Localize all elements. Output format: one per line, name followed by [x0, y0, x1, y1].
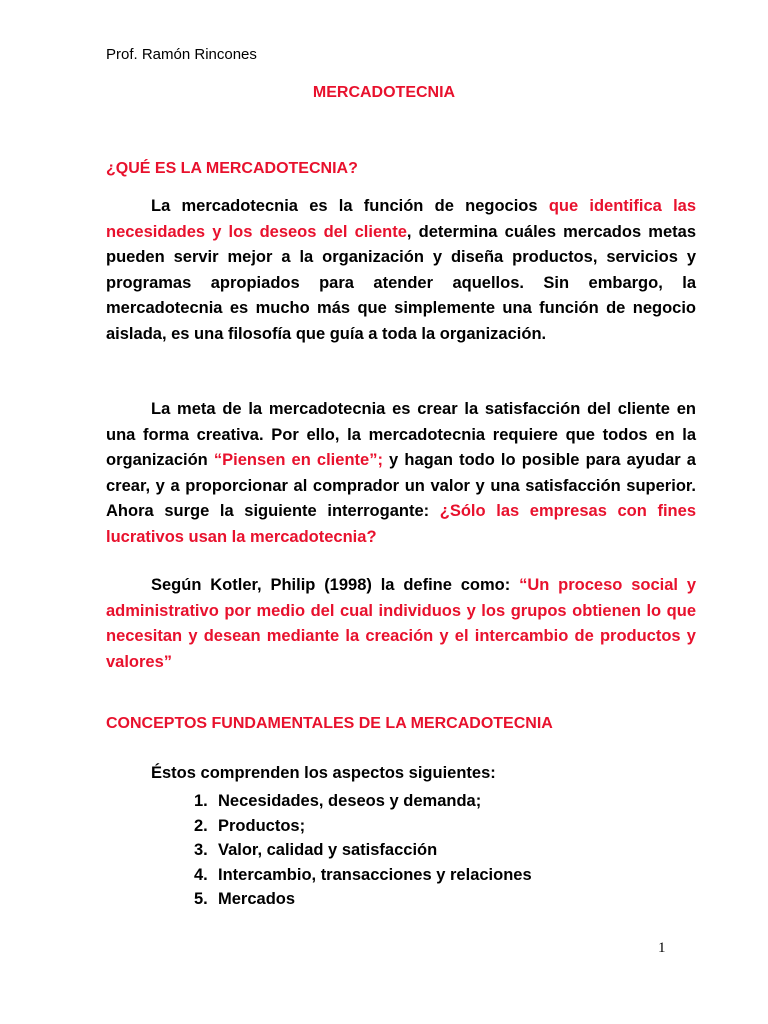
- highlighted-question: ¿Sólo las empresas con fines lucrativos usan la mercadotecnia?: [106, 502, 696, 546]
- paragraph-goal: [106, 397, 696, 550]
- list-item-text: Intercambio, transacciones y relaciones: [218, 865, 532, 884]
- list-item-number: 5.: [194, 890, 208, 908]
- section-heading-what-is: ¿QUÉ ES LA MERCADOTECNIA?: [106, 160, 358, 177]
- list-item: [194, 814, 532, 839]
- page-number: 1: [658, 940, 666, 956]
- document-title: MERCADOTECNIA: [312, 84, 456, 101]
- section-heading-concepts: CONCEPTOS FUNDAMENTALES DE LA MERCADOTECNIA: [106, 715, 553, 732]
- list-item-text: Mercados: [218, 890, 296, 908]
- paragraph-text: La meta de la mercadotecnia es crear la satisfacción del cliente en una forma creativa. Por ello, la mercadotecnia requiere que todos en la organización: [106, 400, 696, 469]
- paragraph-text: , determina cuáles mercados metas pueden servir mejor a la organización y diseña productos, servicios y programas apropiados para atender aquellos. Sin embargo, la mercadotecnia es mucho más que simplemente una función de negocio aislada, es una filosofía que guía a toda la organización.: [106, 222, 696, 343]
- list-item-number: 4.: [194, 865, 208, 884]
- highlighted-text: que identifica las necesidades y los deseos del cliente: [106, 197, 697, 241]
- list-item: [194, 838, 532, 863]
- paragraph-text: y hagan todo lo posible para ayudar a crear, y a proporcionar al comprador un valor y una satisfacción superior. Ahora surge la siguiente interrogante:: [106, 451, 696, 520]
- list-intro: Éstos comprenden los aspectos siguientes:: [151, 764, 496, 782]
- list-item: [194, 789, 532, 814]
- list-item-text: Productos;: [218, 816, 306, 835]
- list-item: [194, 887, 532, 912]
- list-item-text: Valor, calidad y satisfacción: [218, 841, 438, 859]
- paragraph-definition: [106, 194, 696, 347]
- paragraph-text: La mercadotecnia es la función de negocios: [151, 197, 549, 215]
- highlighted-text: “Piensen en cliente”;: [213, 451, 383, 469]
- highlighted-quote: “Un proceso social y administrativo por medio del cual individuos y los grupos obtienen lo que necesitan y desean mediante la creación y el intercambio de productos y valores”: [106, 576, 696, 671]
- author-header: Prof. Ramón Rincones: [106, 46, 257, 63]
- list-item-text: Necesidades, deseos y demanda;: [218, 792, 482, 810]
- list-item-number: 3.: [194, 841, 208, 859]
- list-item: [194, 863, 532, 888]
- list-item-number: 2.: [194, 816, 208, 835]
- paragraph-kotler-definition: [106, 573, 696, 675]
- paragraph-text: Según Kotler, Philip (1998) la define como:: [151, 576, 520, 594]
- list-item-number: 1.: [194, 792, 208, 810]
- concepts-list: [194, 789, 532, 912]
